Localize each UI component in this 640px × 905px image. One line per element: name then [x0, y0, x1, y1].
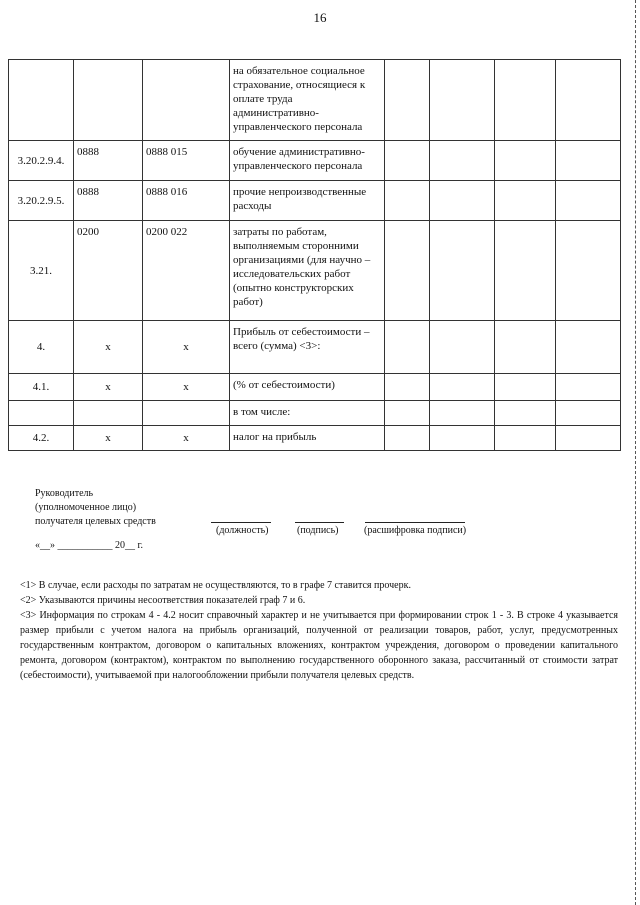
value-cell [385, 141, 430, 181]
signatory-block [35, 487, 156, 529]
value-cell [495, 60, 556, 141]
value-cell [430, 374, 495, 401]
date-line: «__» ___________ 20__ г. [35, 540, 143, 551]
value-cell [556, 141, 621, 181]
row-name: (% от себестоимости) [230, 374, 385, 401]
row-code: 0888 [74, 141, 143, 181]
row-subcode: x [143, 321, 230, 374]
row-code: x [74, 426, 143, 451]
row-subcode: x [143, 374, 230, 401]
row-name: затраты по работам, выполняемым сторонними организациями (для научно – исследовательских работ (опытно конструкторских работ) [230, 221, 385, 321]
value-cell [556, 60, 621, 141]
decoding-caption: (расшифровка подписи) [364, 525, 467, 536]
footnote-3: <3> Информация по строкам 4 - 4.2 носит справочный характер и не учитывается при формировании строк 1 - 3. В строке 4 указывается размер прибыли с учетом налога на прибыль организаций, полученной от реализации товаров, работ, услуг, предусмотренных государственным контрактом, договором о капитальных вложениях, контрактом учреждения, договором о проведении капитального ремонта, договором (контрактом), контрактом по выполнению государственного оборонного заказа, рассчитанный от стоимости затрат (себестоимости), учитываемой при налогообложении прибыли получателя целевых средств. [20, 610, 618, 681]
row-number: 3.21. [9, 221, 74, 321]
row-number: 3.20.2.9.5. [9, 181, 74, 221]
row-name: налог на прибыль [230, 426, 385, 451]
row-name: в том числе: [230, 401, 385, 426]
value-cell [385, 221, 430, 321]
value-cell [556, 221, 621, 321]
value-cell [430, 221, 495, 321]
row-number [9, 60, 74, 141]
table-row [9, 426, 621, 451]
value-cell [385, 374, 430, 401]
row-subcode: x [143, 426, 230, 451]
table-row [9, 141, 621, 181]
row-code [74, 401, 143, 426]
value-cell [385, 426, 430, 451]
cost-table [8, 59, 621, 451]
row-name: Прибыль от себестоимости – всего (сумма) <3>: [230, 321, 385, 374]
row-code: x [74, 374, 143, 401]
value-cell [495, 426, 556, 451]
value-cell [430, 426, 495, 451]
table-row [9, 321, 621, 374]
position-caption: (должность) [216, 525, 269, 536]
table-row [9, 221, 621, 321]
value-cell [495, 321, 556, 374]
scan-edge [635, 0, 636, 905]
signature-line [295, 522, 344, 523]
value-cell [556, 374, 621, 401]
footnotes [20, 578, 618, 683]
row-code [74, 60, 143, 141]
row-subcode: 0888 015 [143, 141, 230, 181]
value-cell [430, 321, 495, 374]
value-cell [495, 401, 556, 426]
table-row [9, 374, 621, 401]
row-name: на обязательное социальное страхование, относящиеся к оплате труда административно-управленческого персонала [230, 60, 385, 141]
value-cell [495, 221, 556, 321]
row-subcode: 0888 016 [143, 181, 230, 221]
row-code: 0200 [74, 221, 143, 321]
value-cell [556, 426, 621, 451]
row-subcode [143, 60, 230, 141]
row-number: 4.2. [9, 426, 74, 451]
row-name: прочие непроизводственные расходы [230, 181, 385, 221]
row-name: обучение административно-управленческого персонала [230, 141, 385, 181]
value-cell [430, 60, 495, 141]
value-cell [385, 401, 430, 426]
row-code: x [74, 321, 143, 374]
value-cell [430, 401, 495, 426]
row-number: 4. [9, 321, 74, 374]
table-row [9, 60, 621, 141]
value-cell [556, 181, 621, 221]
value-cell [495, 374, 556, 401]
page-number: 16 [313, 10, 327, 25]
row-number: 4.1. [9, 374, 74, 401]
value-cell [385, 60, 430, 141]
value-cell [430, 181, 495, 221]
decoding-line [365, 522, 465, 523]
footnote-1: <1> В случае, если расходы по затратам не осуществляются, то в графе 7 ставится прочерк. [20, 580, 411, 591]
footnote-2: <2> Указываются причины несоответствия показателей граф 7 и 6. [20, 595, 306, 606]
row-number [9, 401, 74, 426]
signature-caption: (подпись) [297, 525, 339, 536]
signatory-line-3: получателя целевых средств [35, 516, 156, 527]
table-row [9, 181, 621, 221]
row-number: 3.20.2.9.4. [9, 141, 74, 181]
signatory-line-2: (уполномоченное лицо) [35, 502, 137, 513]
table-row [9, 401, 621, 426]
position-line [211, 522, 271, 523]
row-code: 0888 [74, 181, 143, 221]
value-cell [385, 181, 430, 221]
signatory-line-1: Руководитель [35, 488, 94, 499]
value-cell [430, 141, 495, 181]
value-cell [556, 401, 621, 426]
value-cell [495, 141, 556, 181]
value-cell [495, 181, 556, 221]
row-subcode [143, 401, 230, 426]
value-cell [556, 321, 621, 374]
row-subcode: 0200 022 [143, 221, 230, 321]
value-cell [385, 321, 430, 374]
